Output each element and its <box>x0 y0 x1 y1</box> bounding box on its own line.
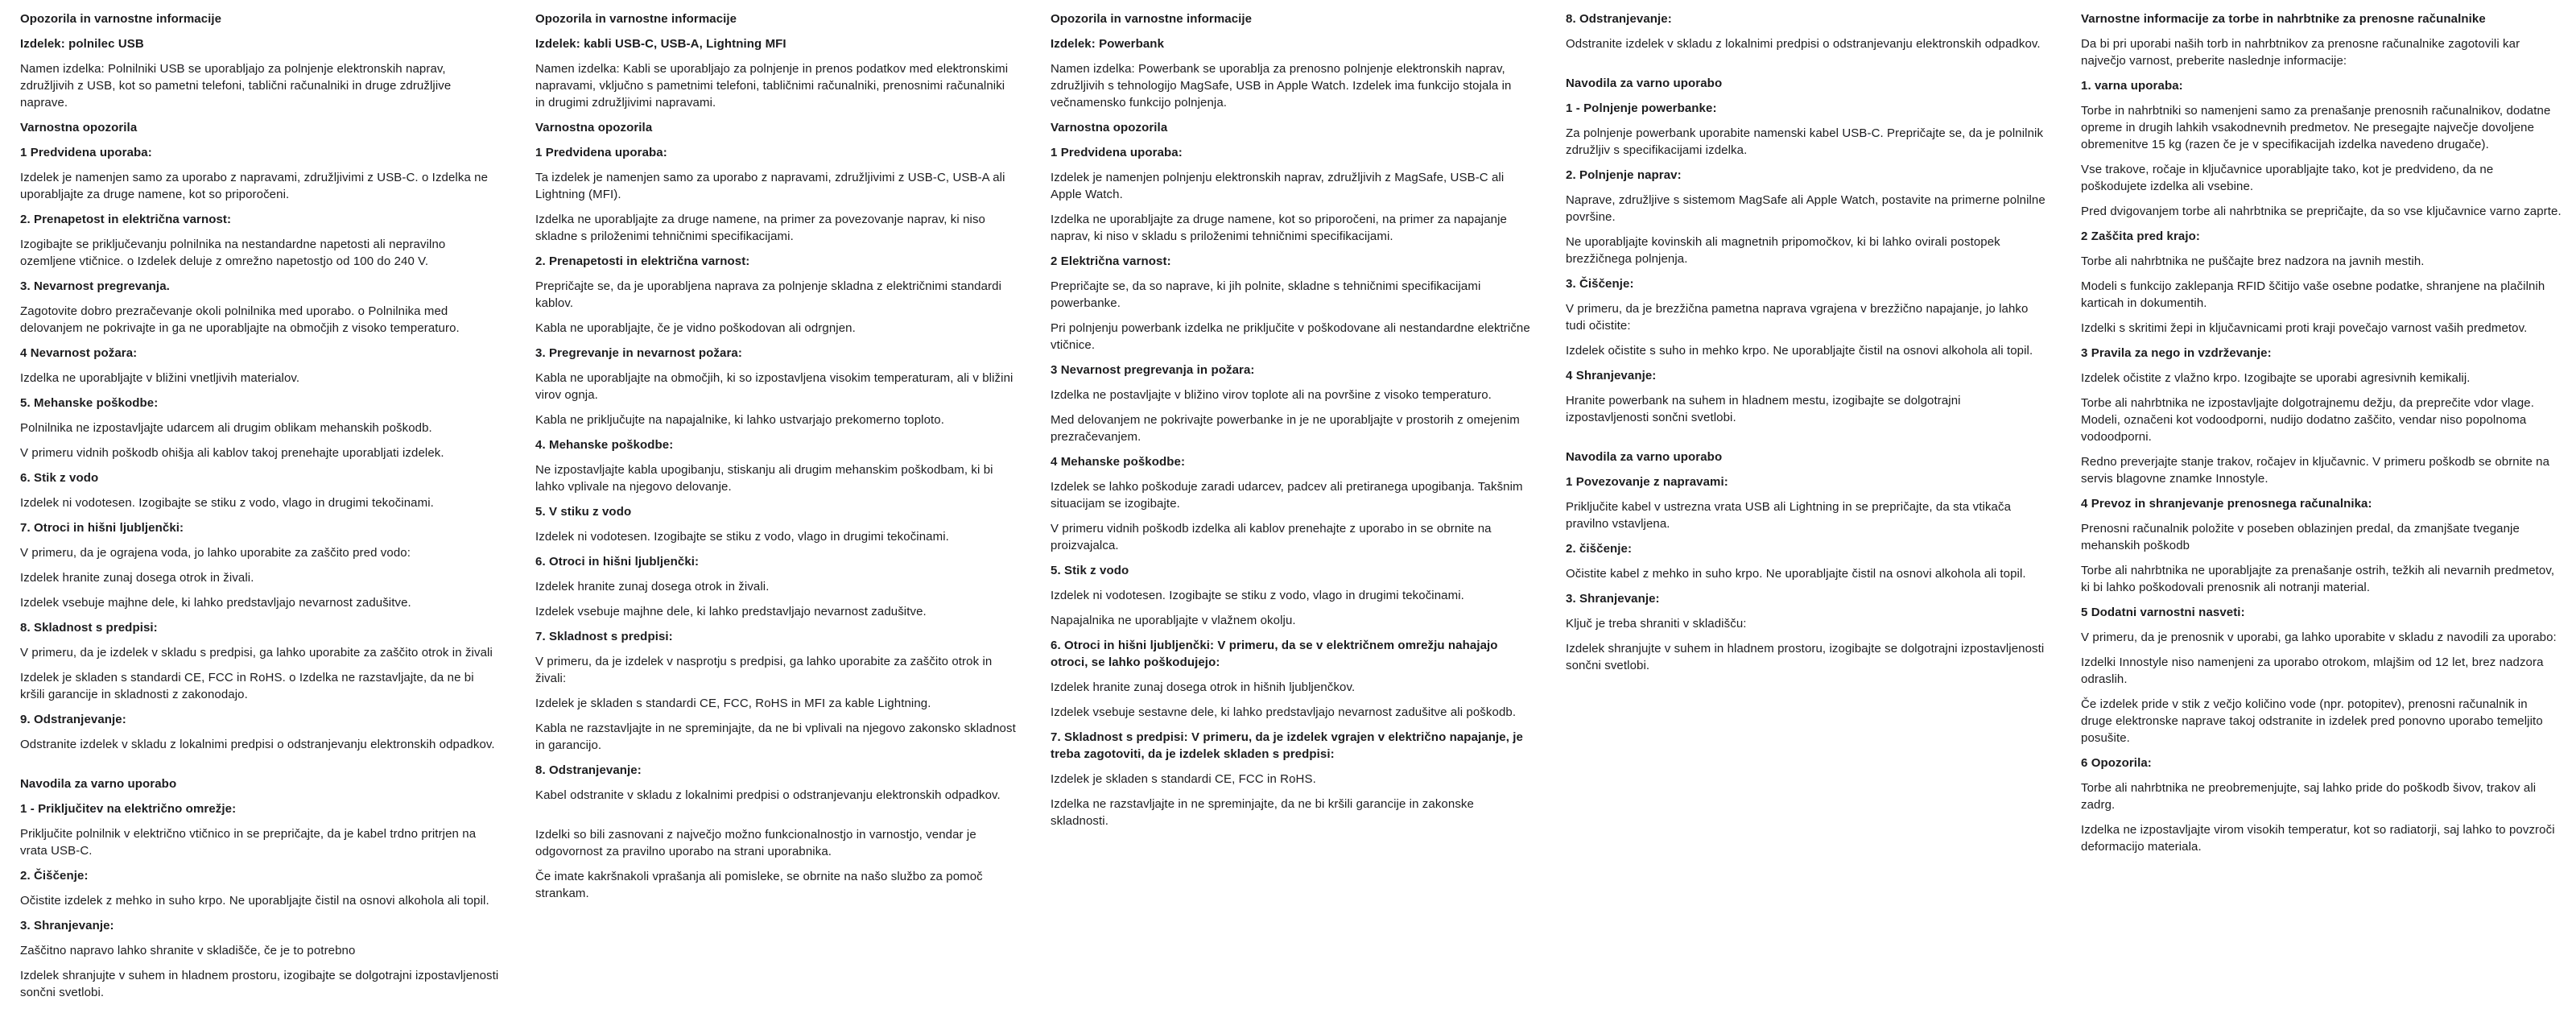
paragraph: Prepričajte se, da so naprave, ki jih polnite, skladne s tehničnimi specifikacijami powerbanke. <box>1051 279 1481 310</box>
doc-title: Opozorila in varnostne informacije <box>1051 12 1253 26</box>
paragraph: V primeru vidnih poškodb ohišja ali kablov takoj prenehajte uporabljati izdelek. <box>20 446 444 460</box>
section-heading: 1 Povezovanje z napravami: <box>1566 475 1728 489</box>
section-heading: 3. Čiščenje: <box>1566 277 1634 291</box>
paragraph: Polnilnika ne izpostavljajte udarcem ali drugim oblikam mehanskih poškodb. <box>20 421 432 435</box>
spacer <box>1566 60 2046 75</box>
paragraph: V primeru, da je prenosnik v uporabi, ga lahko uporabite v skladu z navodili za uporabo: <box>2081 631 2557 644</box>
section-heading: 1 - Priključitev na električno omrežje: <box>20 802 237 816</box>
paragraph: Izdelek vsebuje majhne dele, ki lahko predstavljajo nevarnost zadušitve. <box>535 605 927 618</box>
section-heading: 2. Polnjenje naprav: <box>1566 168 1682 182</box>
paragraph: Izdelek je skladen s standardi CE, FCC in RoHS. <box>1051 772 1316 786</box>
section-heading: 1 - Polnjenje powerbanke: <box>1566 101 1717 115</box>
section-heading: 4. Mehanske poškodbe: <box>535 438 674 452</box>
paragraph: Izdelek ni vodotesen. Izogibajte se stiku z vodo, vlago in drugimi tekočinami. <box>535 530 949 544</box>
section-heading: 1 Predvidena uporaba: <box>1051 146 1183 159</box>
paragraph: Torbe ali nahrbtnika ne puščajte brez nadzora na javnih mestih. <box>2081 254 2425 268</box>
section-heading: 7. Skladnost s predpisi: <box>535 630 673 643</box>
paragraph: Izdelka ne uporabljajte za druge namene, na primer za povezovanje naprav, ki niso skladne s priloženimi tehničnimi specifikacijami. <box>535 213 985 243</box>
paragraph: Kabel odstranite v skladu z lokalnimi predpisi o odstranjevanju elektronskih odpadkov. <box>535 788 1001 802</box>
doc-title: Opozorila in varnostne informacije <box>20 12 222 26</box>
section-heading: Navodila za varno uporabo <box>1566 77 1723 90</box>
paragraph: Izdelek je skladen s standardi CE, FCC in RoHS. o Izdelka ne razstavljajte, da ne bi kršili garancije in skladnosti z zakonodajo. <box>20 671 474 701</box>
paragraph: V primeru vidnih poškodb izdelka ali kablov prenehajte z uporabo in se obrnite na proizvajalca. <box>1051 522 1492 552</box>
section-heading: Navodila za varno uporabo <box>1566 450 1723 464</box>
paragraph: Priključite kabel v ustrezna vrata USB ali Lightning in se prepričajte, da sta vtikača pravilno vstavljena. <box>1566 500 2012 531</box>
paragraph: Ne uporabljajte kovinskih ali magnetnih pripomočkov, ki bi lahko ovirali postopek brezžičnega polnjenja. <box>1566 235 2000 266</box>
paragraph: Očistite kabel z mehko in suho krpo. Ne uporabljajte čistil na osnovi alkohola ali topil. <box>1566 567 2026 581</box>
spacer <box>535 812 1016 826</box>
section-heading: 5. Stik z vodo <box>1051 564 1129 577</box>
doc-title: Varnostne informacije za torbe in nahrbtnike za prenosne računalnike <box>2081 12 2486 26</box>
section-heading: 3. Nevarnost pregrevanja. <box>20 279 170 293</box>
paragraph: Redno preverjajte stanje trakov, ročajev in ključavnic. V primeru poškodb se obrnite na servis blagovne znamke Innostyle. <box>2081 455 2550 486</box>
section-heading: 2. Čiščenje: <box>20 869 89 883</box>
section-heading: 6. Otroci in hišni ljubljenčki: <box>535 555 700 569</box>
paragraph: Torbe ali nahrbtnika ne izpostavljajte dolgotrajnemu dežju, da preprečite vdor vlage. Modeli, označeni kot vodoodporni, nudijo dodatno zaščito, vendar niso popolnoma vodoodporni. <box>2081 396 2534 444</box>
section-heading: 4 Prevoz in shranjevanje prenosnega računalnika: <box>2081 497 2372 511</box>
paragraph: Ne izpostavljajte kabla upogibanju, stiskanju ali drugim mehanskim poškodbam, ki bi lahko vplivale na njegovo delovanje. <box>535 463 993 494</box>
section-heading: 3. Pregrevanje in nevarnost požara: <box>535 346 742 360</box>
section-heading: 4 Mehanske poškodbe: <box>1051 455 1186 469</box>
section-heading: 6. Stik z vodo <box>20 471 99 485</box>
paragraph: V primeru, da je ograjena voda, jo lahko uporabite za zaščito pred vodo: <box>20 546 411 560</box>
paragraph: Izdelek vsebuje majhne dele, ki lahko predstavljajo nevarnost zadušitve. <box>20 596 411 610</box>
paragraph: Modeli s funkcijo zaklepanja RFID ščitijo vaše osebne podatke, shranjene na plačilnih karticah in dokumentih. <box>2081 279 2545 310</box>
paragraph: Odstranite izdelek v skladu z lokalnimi predpisi o odstranjevanju elektronskih odpadkov. <box>1566 37 2041 51</box>
paragraph: Napajalnika ne uporabljajte v vlažnem okolju. <box>1051 614 1296 627</box>
section-heading: 1 Predvidena uporaba: <box>535 146 667 159</box>
section-heading: 9. Odstranjevanje: <box>20 713 126 726</box>
paragraph: Izdelek hranite zunaj dosega otrok in živali. <box>20 571 254 585</box>
paragraph: Izdelki Innostyle niso namenjeni za uporabo otrokom, mlajšim od 12 let, brez nadzora odraslih. <box>2081 655 2544 686</box>
section-heading: 4 Shranjevanje: <box>1566 369 1657 383</box>
paragraph: Izdelka ne razstavljajte in ne spreminjajte, da ne bi kršili garancije in zakonske skladnosti. <box>1051 797 1474 828</box>
paragraph: Med delovanjem ne pokrivajte powerbanke in je ne uporabljajte v prostorih z omejenim prezračevanjem. <box>1051 413 1520 444</box>
section-heading: 2. čiščenje: <box>1566 542 1633 556</box>
paragraph: Kabla ne razstavljajte in ne spreminjajte, da ne bi vplivali na njegovo zakonsko skladnost in garancijo. <box>535 722 1016 752</box>
paragraph: Kabla ne uporabljajte na območjih, ki so izpostavljena visokim temperaturam, ali v bližini virov ognja. <box>535 371 1013 402</box>
text-column-cables-warnings <box>535 10 1016 910</box>
paragraph: Za polnjenje powerbank uporabite namenski kabel USB-C. Prepričajte se, da je polnilnik združljiv s specifikacijami izdelka. <box>1566 126 2044 157</box>
paragraph: Namen izdelka: Powerbank se uporablja za prenosno polnjenje elektronskih naprav, združljivih s tehnologijo MagSafe, USB in Apple Watch. Izdelek ima funkcijo stojala in večnamensko funkcijo polnjenja. <box>1051 62 1512 110</box>
paragraph: Namen izdelka: Kabli se uporabljajo za polnjenje in prenos podatkov med elektronskimi napravami, vključno s pametnimi telefoni, tabličnimi računalniki, prenosnimi računalniki in drugimi združljivimi napravami. <box>535 62 1009 110</box>
section-heading: 1. varna uporaba: <box>2081 79 2183 93</box>
section-heading: 3 Pravila za nego in vzdrževanje: <box>2081 346 2272 360</box>
paragraph: Izdelka ne uporabljajte za druge namene, kot so priporočeni, na primer za napajanje naprav, ki niso v skladu s priloženimi tehničnimi specifikacijami. <box>1051 213 1507 243</box>
paragraph: Vse trakove, ročaje in ključavnice uporabljajte tako, kot je predvideno, da ne poškodujete izdelka ali vsebine. <box>2081 163 2494 193</box>
section-heading: 6. Otroci in hišni ljubljenčki: V primeru, da se v električnem omrežju nahajajo otroci, se lahko poškodujejo: <box>1051 639 1498 669</box>
paragraph: Kabla ne uporabljajte, če je vidno poškodovan ali odrgnjen. <box>535 321 856 335</box>
section-heading: 2. Prenapetost in električna varnost: <box>20 213 232 226</box>
paragraph: Zaščitno napravo lahko shranite v skladišče, če je to potrebno <box>20 944 356 957</box>
section-heading: 3. Shranjevanje: <box>20 919 114 932</box>
paragraph: Pri polnjenju powerbank izdelka ne priključite v poškodovane ali nestandardne električne vtičnice. <box>1051 321 1530 352</box>
paragraph: Izdelek je namenjen samo za uporabo z napravami, združljivimi z USB-C. o Izdelka ne uporabljajte za druge namene, kot so priporočeni. <box>20 171 489 201</box>
paragraph: Ta izdelek je namenjen samo za uporabo z napravami, združljivimi z USB-C, USB-A ali Lightning (MFI). <box>535 171 1005 201</box>
paragraph: V primeru, da je izdelek v skladu s predpisi, ga lahko uporabite za zaščito otrok in živali <box>20 646 493 660</box>
paragraph: Izdelek se lahko poškoduje zaradi udarcev, padcev ali pretiranega upogibanja. Takšnim situacijam se izogibajte. <box>1051 480 1523 511</box>
section-heading: 3. Shranjevanje: <box>1566 592 1660 606</box>
paragraph: Priključite polnilnik v električno vtičnico in se prepričajte, da je kabel trdno pritrjen na vrata USB-C. <box>20 827 477 858</box>
doc-title: Opozorila in varnostne informacije <box>535 12 737 26</box>
paragraph: Izdelki so bili zasnovani z največjo možno funkcionalnostjo in varnostjo, vendar je odgovornost za pravilno uporabo na strani uporabnika. <box>535 828 976 858</box>
paragraph: Kabla ne priključujte na napajalnike, ki lahko ustvarjajo prekomerno toploto. <box>535 413 944 427</box>
paragraph: Izdelka ne izpostavljajte virom visokih temperatur, kot so radiatorji, saj lahko to povzroči deformacijo materiala. <box>2081 823 2555 854</box>
paragraph: Izdelek shranjujte v suhem in hladnem prostoru, izogibajte se dolgotrajni izpostavljenosti sončni svetlobi. <box>1566 642 2045 672</box>
paragraph: Izdelka ne postavljajte v bližino virov toplote ali na površine z visoko temperaturo. <box>1051 388 1492 402</box>
paragraph: Očistite izdelek z mehko in suho krpo. Ne uporabljajte čistil na osnovi alkohola ali topil. <box>20 894 489 908</box>
text-column-usb-charger-warnings <box>20 10 501 1009</box>
paragraph: Izdelek je skladen s standardi CE, FCC, RoHS in MFI za kable Lightning. <box>535 697 931 710</box>
section-heading: Izdelek: kabli USB-C, USB-A, Lightning MFI <box>535 37 786 51</box>
section-heading: 4 Nevarnost požara: <box>20 346 138 360</box>
paragraph: Pred dvigovanjem torbe ali nahrbtnika se prepričajte, da so vse ključavnice varno zaprte. <box>2081 205 2562 218</box>
paragraph: Da bi pri uporabi naših torb in nahrbtnikov za prenosne računalnike zagotovili kar največjo varnost, preberite naslednje informacije: <box>2081 37 2520 68</box>
paragraph: V primeru, da je izdelek v nasprotju s predpisi, ga lahko uporabite za zaščito otrok in živali: <box>535 655 993 685</box>
section-heading: 6 Opozorila: <box>2081 756 2152 770</box>
paragraph: Izogibajte se priključevanju polnilnika na nestandardne napetosti ali nepravilno ozemljene vtičnice. o Izdelek deluje z omrežno napetostjo od 100 do 240 V. <box>20 238 446 268</box>
paragraph: Izdelka ne uporabljajte v bližini vnetljivih materialov. <box>20 371 300 385</box>
section-heading: 8. Odstranjevanje: <box>1566 12 1672 26</box>
paragraph: Zagotovite dobro prezračevanje okoli polnilnika med uporabo. o Polnilnika med delovanjem ne pokrivajte in ga ne uporabljajte na območjih z visoko temperaturo. <box>20 304 460 335</box>
section-heading: 8. Odstranjevanje: <box>535 763 642 777</box>
paragraph: Izdelek ni vodotesen. Izogibajte se stiku z vodo, vlago in drugimi tekočinami. <box>1051 589 1464 602</box>
section-heading: Varnostna opozorila <box>1051 121 1168 134</box>
section-heading: Navodila za varno uporabo <box>20 777 177 791</box>
paragraph: Izdelki s skritimi žepi in ključavnicami proti kraji povečajo varnost vaših predmetov. <box>2081 321 2528 335</box>
section-heading: Izdelek: polnilec USB <box>20 37 144 51</box>
section-heading: 2 Električna varnost: <box>1051 254 1171 268</box>
paragraph: Torbe in nahrbtniki so namenjeni samo za prenašanje prenosnih računalnikov, dodatne opreme in drugih lahkih vsakodnevnih predmetov. Ne presegajte največje dovoljene obremenitve 15 kg (razen če je v specifikacijah izdelka navedeno drugače). <box>2081 104 2551 151</box>
section-heading: 5 Dodatni varnostni nasveti: <box>2081 606 2245 619</box>
paragraph: Namen izdelka: Polnilniki USB se uporabljajo za polnjenje elektronskih naprav, združljivih z USB, kot so pametni telefoni, tablični računalniki in druge združljive naprave. <box>20 62 452 110</box>
section-heading: 7. Skladnost s predpisi: V primeru, da je izdelek vgrajen v električno napajanje, je treba zagotoviti, da je izdelek skladen s predpisi: <box>1051 730 1523 761</box>
section-heading: Varnostna opozorila <box>535 121 653 134</box>
section-heading: 2. Prenapetosti in električna varnost: <box>535 254 750 268</box>
section-heading: 5. Mehanske poškodbe: <box>20 396 159 410</box>
paragraph: Izdelek hranite zunaj dosega otrok in hišnih ljubljenčkov. <box>1051 680 1356 694</box>
section-heading: 5. V stiku z vodo <box>535 505 632 519</box>
paragraph: Če izdelek pride v stik z večjo količino vode (npr. potopitev), prenosni računalnik in druge elektronske naprave takoj odstranite in izdelek pred ponovno uporabo temeljito posušite. <box>2081 697 2543 745</box>
paragraph: Odstranite izdelek v skladu z lokalnimi predpisi o odstranjevanju elektronskih odpadkov. <box>20 738 495 751</box>
text-column-laptop-bags-safety <box>2081 10 2562 863</box>
paragraph: Naprave, združljive s sistemom MagSafe ali Apple Watch, postavite na primerne polnilne površine. <box>1566 193 2046 224</box>
spacer <box>1566 434 2046 449</box>
paragraph: Izdelek je namenjen polnjenju elektronskih naprav, združljivih z MagSafe, USB-C ali Apple Watch. <box>1051 171 1505 201</box>
paragraph: Izdelek hranite zunaj dosega otrok in živali. <box>535 580 770 593</box>
paragraph: Torbe ali nahrbtnika ne uporabljajte za prenašanje ostrih, težkih ali nevarnih predmetov, ki bi lahko poškodovali prenosnik ali notranji material. <box>2081 564 2555 594</box>
paragraph: Torbe ali nahrbtnika ne preobremenjujte, saj lahko pride do poškodb šivov, trakov ali zadrg. <box>2081 781 2537 812</box>
paragraph: Izdelek shranjujte v suhem in hladnem prostoru, izogibajte se dolgotrajni izpostavljenosti sončni svetlobi. <box>20 969 499 999</box>
text-column-powerbank-warnings <box>1051 10 1531 837</box>
paragraph: V primeru, da je brezžična pametna naprava vgrajena v brezžično napajanje, jo lahko tudi očistite: <box>1566 302 2029 333</box>
text-column-powerbank-and-cable-usage <box>1566 10 2046 682</box>
section-heading: 1 Predvidena uporaba: <box>20 146 152 159</box>
section-heading: 7. Otroci in hišni ljubljenčki: <box>20 521 184 535</box>
spacer <box>20 761 501 775</box>
paragraph: Izdelek ni vodotesen. Izogibajte se stiku z vodo, vlago in drugimi tekočinami. <box>20 496 434 510</box>
paragraph: Izdelek očistite z vlažno krpo. Izogibajte se uporabi agresivnih kemikalij. <box>2081 371 2471 385</box>
paragraph: Prepričajte se, da je uporabljena naprava za polnjenje skladna z električnimi standardi kablov. <box>535 279 1002 310</box>
paragraph: Ključ je treba shraniti v skladišču: <box>1566 617 1747 631</box>
paragraph: Izdelek vsebuje sestavne dele, ki lahko predstavljajo nevarnost zadušitve ali poškodb. <box>1051 705 1517 719</box>
paragraph: Hranite powerbank na suhem in hladnem mestu, izogibajte se dolgotrajni izpostavljenosti sončni svetlobi. <box>1566 394 1961 424</box>
section-heading: Varnostna opozorila <box>20 121 138 134</box>
section-heading: 2 Zaščita pred krajo: <box>2081 230 2200 243</box>
section-heading: Izdelek: Powerbank <box>1051 37 1165 51</box>
section-heading: 3 Nevarnost pregrevanja in požara: <box>1051 363 1255 377</box>
paragraph: Če imate kakršnakoli vprašanja ali pomisleke, se obrnite na našo službo za pomoč strankam. <box>535 870 983 900</box>
paragraph: Prenosni računalnik položite v poseben oblazinjen predal, da zmanjšate tveganje mehanskih poškodb <box>2081 522 2520 552</box>
section-heading: 8. Skladnost s predpisi: <box>20 621 158 635</box>
paragraph: Izdelek očistite s suho in mehko krpo. Ne uporabljajte čistil na osnovi alkohola ali topil. <box>1566 344 2033 358</box>
